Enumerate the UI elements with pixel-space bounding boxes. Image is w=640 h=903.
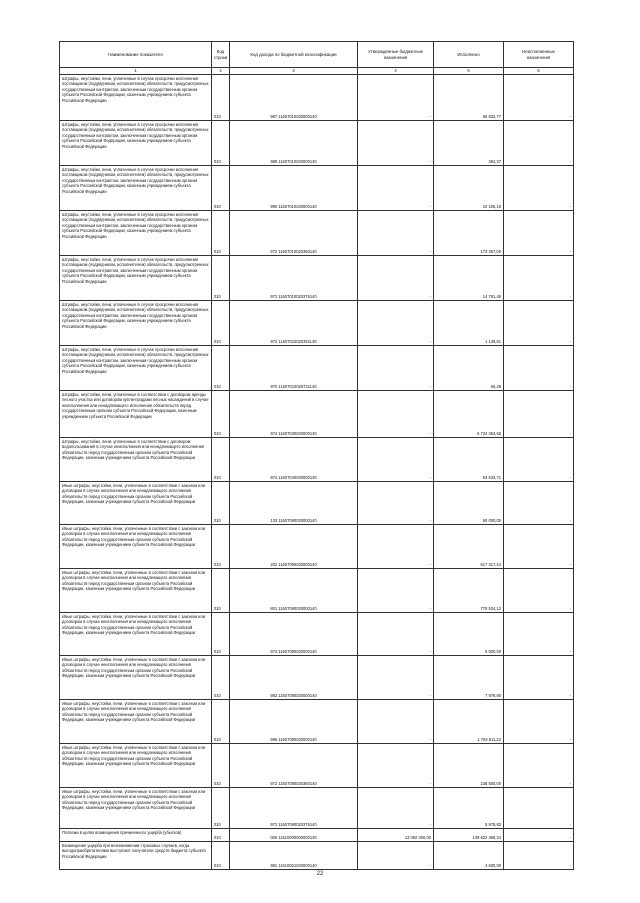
row-executed: 1 139,61 (434, 301, 504, 346)
row-executed: 173 357,00 (434, 211, 504, 256)
row-income-code: 202 11607090020000140 (230, 525, 358, 569)
row-approved: - (358, 75, 434, 121)
row-executed: 5 000,00 (434, 613, 504, 656)
row-name: Штрафы, неустойки, пени, уплаченные в случае просрочки исполнения поставщиком (подрядчиком, исполнителем) обязательств, предусмотренных государственным контрактом, заключенным государственным органом субъекта Российской Федерации, казенным учреждением субъекта Российской Федерации (60, 256, 212, 301)
row-approved: - (358, 788, 434, 829)
row-approved: - (358, 744, 434, 788)
table-row (60, 842, 574, 870)
column-number: 6 (504, 68, 574, 75)
row-income-code: 986 11607090020000140 (230, 700, 358, 744)
row-unexecuted: - (504, 613, 574, 656)
table-row (60, 346, 574, 391)
row-income-code: 974 11607040020000140 (230, 438, 358, 482)
row-name: Иные штрафы, неустойки, пени, уплаченные в соответствии с законом или договором в случае неисполнения или ненадлежащего исполнения обязательств перед государственным органом субъекта Российской Федерации, казенным учреждением субъекта Российской Федерации (60, 569, 212, 613)
row-income-code: 972 11607010020376140 (230, 256, 358, 301)
row-unexecuted: - (504, 525, 574, 569)
row-income-code: 990 11607010020000140 (230, 166, 358, 211)
row-name: Иные штрафы, неустойки, пени, уплаченные в соответствии с законом или договором в случае неисполнения или ненадлежащего исполнения обязательств перед государственным органом субъекта Российской Федерации, казенным учреждением субъекта Российской Федерации (60, 788, 212, 829)
row-unexecuted: - (504, 75, 574, 121)
row-income-code: 000 11610000000000140 (230, 829, 358, 842)
row-income-code: 970 11607010020731140 (230, 346, 358, 391)
table-row (60, 829, 574, 842)
budget-income-table (59, 41, 574, 870)
row-executed: 14 791,48 (434, 256, 504, 301)
row-executed: 139 622 358,34 (434, 829, 504, 842)
row-line-code: 010 (212, 656, 230, 700)
table-row (60, 166, 574, 211)
row-name: Иные штрафы, неустойки, пени, уплаченные в соответствии с законом или договором в случае неисполнения или ненадлежащего исполнения обязательств перед государственным органом субъекта Российской Федерации, казенным учреждением субъекта Российской Федерации (60, 744, 212, 788)
table-row (60, 211, 574, 256)
row-approved: - (358, 482, 434, 525)
header-income-code: Код дохода по бюджетной классификации (230, 42, 358, 68)
row-unexecuted: - (504, 788, 574, 829)
row-unexecuted: - (504, 121, 574, 166)
row-name: Иные штрафы, неустойки, пени, уплаченные в соответствии с законом или договором в случае неисполнения или ненадлежащего исполнения обязательств перед государственным органом субъекта Российской Федерации, казенным учреждением субъекта Российской Федерации (60, 613, 212, 656)
row-name: Штрафы, неустойки, пени, уплаченные в случае просрочки исполнения поставщиком (подрядчиком, исполнителем) обязательств, предусмотренных государственным контрактом, заключенным государственным органом субъекта Российской Федерации, казенным учреждением субъекта Российской Федерации (60, 211, 212, 256)
column-number: 4 (358, 68, 434, 75)
column-number: 3 (230, 68, 358, 75)
row-line-code: 010 (212, 75, 230, 121)
row-executed: 238 500,00 (434, 744, 504, 788)
row-line-code: 010 (212, 569, 230, 613)
row-name: Иные штрафы, неустойки, пени, уплаченные в соответствии с законом или договором в случае неисполнения или ненадлежащего исполнения обязательств перед государственным органом субъекта Российской Федерации, казенным учреждением субъекта Российской Федерации (60, 525, 212, 569)
row-income-code: 974 11607090020000140 (230, 613, 358, 656)
row-approved: - (358, 256, 434, 301)
row-name: Возмещение ущерба при возникновении страховых случаев, когда выгодоприобретателями выступают получатели средств бюджета субъекта Российской Федерации (60, 842, 212, 870)
row-name: Штрафы, неустойки, пени, уплаченные в соответствии с договором аренды лесного участка или договором купли-продажи лесных насаждений в случае неисполнения или ненадлежащего исполнения обязательств перед государственным органом субъекта Российской Федерации, казенным учреждением субъекта Российской Федерации (60, 391, 212, 438)
row-name: Иные штрафы, неустойки, пени, уплаченные в соответствии с законом или договором в случае неисполнения или ненадлежащего исполнения обязательств перед государственным органом субъекта Российской Федерации, казенным учреждением субъекта Российской Федерации (60, 656, 212, 700)
row-executed: 60 000,00 (434, 482, 504, 525)
row-executed: 7 978,80 (434, 656, 504, 700)
row-unexecuted: - (504, 700, 574, 744)
table-row (60, 744, 574, 788)
row-approved: - (358, 391, 434, 438)
row-line-code: 010 (212, 166, 230, 211)
row-approved: - (358, 438, 434, 482)
table-row (60, 613, 574, 656)
row-approved: - (358, 613, 434, 656)
row-executed: 66,29 (434, 346, 504, 391)
table-header-row (60, 42, 574, 68)
row-line-code: 010 (212, 346, 230, 391)
table-row (60, 438, 574, 482)
row-unexecuted: - (504, 744, 574, 788)
row-executed: 6 734 363,65 (434, 391, 504, 438)
row-unexecuted: - (504, 842, 574, 870)
column-number: 5 (434, 68, 504, 75)
row-line-code: 010 (212, 842, 230, 870)
row-executed: 10 105,16 (434, 166, 504, 211)
row-unexecuted: - (504, 438, 574, 482)
row-line-code: 010 (212, 829, 230, 842)
table-row (60, 391, 574, 438)
row-approved: - (358, 121, 434, 166)
row-line-code: 010 (212, 744, 230, 788)
row-name: Платежи в целях возмещения причиненного ущерба (убытков) (60, 829, 212, 842)
row-line-code: 010 (212, 788, 230, 829)
row-income-code: 974 11607030020000140 (230, 391, 358, 438)
row-unexecuted: - (504, 166, 574, 211)
row-line-code: 010 (212, 613, 230, 656)
row-unexecuted: - (504, 391, 574, 438)
row-approved: - (358, 166, 434, 211)
row-line-code: 010 (212, 438, 230, 482)
row-income-code: 972 11607010020360140 (230, 211, 358, 256)
row-unexecuted: - (504, 829, 574, 842)
row-unexecuted: - (504, 211, 574, 256)
row-name: Штрафы, неустойки, пени, уплаченные в случае просрочки исполнения поставщиком (подрядчиком, исполнителем) обязательств, предусмотренных государственным контрактом, заключенным государственным органом субъекта Российской Федерации, казенным учреждением субъекта Российской Федерации (60, 121, 212, 166)
row-line-code: 010 (212, 525, 230, 569)
header-line-code: Код строки (212, 42, 230, 68)
row-income-code: 972 11607090020360140 (230, 744, 358, 788)
row-approved: - (358, 525, 434, 569)
row-approved: - (358, 211, 434, 256)
row-income-code: 133 11607090020000140 (230, 482, 358, 525)
row-executed: 66 833,77 (434, 75, 504, 121)
row-executed: 517 317,44 (434, 525, 504, 569)
row-approved: - (358, 346, 434, 391)
header-approved: Утвержденные бюджетные назначения (358, 42, 434, 68)
row-unexecuted: - (504, 301, 574, 346)
row-income-code: 989 11607010020000140 (230, 121, 358, 166)
row-executed: 53 633,71 (434, 438, 504, 482)
page-number: 22 (316, 871, 324, 877)
table-row (60, 75, 574, 121)
row-income-code: 972 11607090020376140 (230, 788, 358, 829)
row-income-code: 987 11607010020000140 (230, 75, 358, 121)
table-row (60, 482, 574, 525)
row-name: Штрафы, неустойки, пени, уплаченные в случае просрочки исполнения поставщиком (подрядчиком, исполнителем) обязательств, предусмотренных государственным контрактом, заключенным государственным органом субъекта Российской Федерации, казенным учреждением субъекта Российской Федерации (60, 75, 212, 121)
row-name: Штрафы, неустойки, пени, уплаченные в случае просрочки исполнения поставщиком (подрядчиком, исполнителем) обязательств, предусмотренных государственным контрактом, заключенным государственным органом субъекта Российской Федерации, казенным учреждением субъекта Российской Федерации (60, 166, 212, 211)
row-approved: - (358, 301, 434, 346)
table-row (60, 525, 574, 569)
table-body (60, 75, 574, 870)
header-name: Наименование показателя (60, 42, 212, 68)
table-row (60, 256, 574, 301)
row-line-code: 010 (212, 301, 230, 346)
row-executed: 4 600,00 (434, 842, 504, 870)
row-unexecuted: - (504, 656, 574, 700)
row-executed: 779 534,12 (434, 569, 504, 613)
table-row (60, 700, 574, 744)
column-number: 2 (212, 68, 230, 75)
row-executed: 1 764 911,22 (434, 700, 504, 744)
row-approved: - (358, 700, 434, 744)
row-executed: 5 978,83 (434, 788, 504, 829)
row-name: Штрафы, неустойки, пени, уплаченные в случае просрочки исполнения поставщиком (подрядчиком, исполнителем) обязательств, предусмотренных государственным контрактом, заключенным государственным органом субъекта Российской Федерации, казенным учреждением субъекта Российской Федерации (60, 346, 212, 391)
row-approved: 13 082 000,00 (358, 829, 434, 842)
table-row (60, 569, 574, 613)
table-row (60, 656, 574, 700)
row-income-code: 981 11610021020000140 (230, 842, 358, 870)
table-row (60, 121, 574, 166)
row-name: Иные штрафы, неустойки, пени, уплаченные в соответствии с законом или договором в случае неисполнения или ненадлежащего исполнения обязательств перед государственным органом субъекта Российской Федерации, казенным учреждением субъекта Российской Федерации (60, 700, 212, 744)
row-income-code: 983 11607090020000140 (230, 656, 358, 700)
row-line-code: 010 (212, 391, 230, 438)
row-name: Иные штрафы, неустойки, пени, уплаченные в соответствии с законом или договором в случае неисполнения или ненадлежащего исполнения обязательств перед государственным органом субъекта Российской Федерации, казенным учреждением субъекта Российской Федерации (60, 482, 212, 525)
row-line-code: 010 (212, 700, 230, 744)
row-income-code: 972 11607010020391140 (230, 301, 358, 346)
row-unexecuted: - (504, 569, 574, 613)
row-line-code: 010 (212, 211, 230, 256)
row-approved: - (358, 569, 434, 613)
row-line-code: 010 (212, 482, 230, 525)
row-line-code: 010 (212, 256, 230, 301)
row-executed: 394,37 (434, 121, 504, 166)
row-unexecuted: - (504, 346, 574, 391)
row-name: Штрафы, неустойки, пени, уплаченные в соответствии с договором водопользования в случае неисполнения или ненадлежащего исполнения обязательств перед государственным органом субъекта Российской Федерации, казенным учреждением субъекта Российской Федерации (60, 438, 212, 482)
row-unexecuted: - (504, 482, 574, 525)
row-approved: - (358, 656, 434, 700)
column-number: 1 (60, 68, 212, 75)
row-approved: - (358, 842, 434, 870)
table-row (60, 788, 574, 829)
row-income-code: 801 11607090020000140 (230, 569, 358, 613)
header-executed: Исполнено (434, 42, 504, 68)
header-unexecuted: Неисполненные назначения (504, 42, 574, 68)
column-numbers-row (60, 68, 574, 75)
row-line-code: 010 (212, 121, 230, 166)
row-unexecuted: - (504, 256, 574, 301)
row-name: Штрафы, неустойки, пени, уплаченные в случае просрочки исполнения поставщиком (подрядчиком, исполнителем) обязательств, предусмотренных государственным контрактом, заключенным государственным органом субъекта Российской Федерации, казенным учреждением субъекта Российской Федерации (60, 301, 212, 346)
table-row (60, 301, 574, 346)
